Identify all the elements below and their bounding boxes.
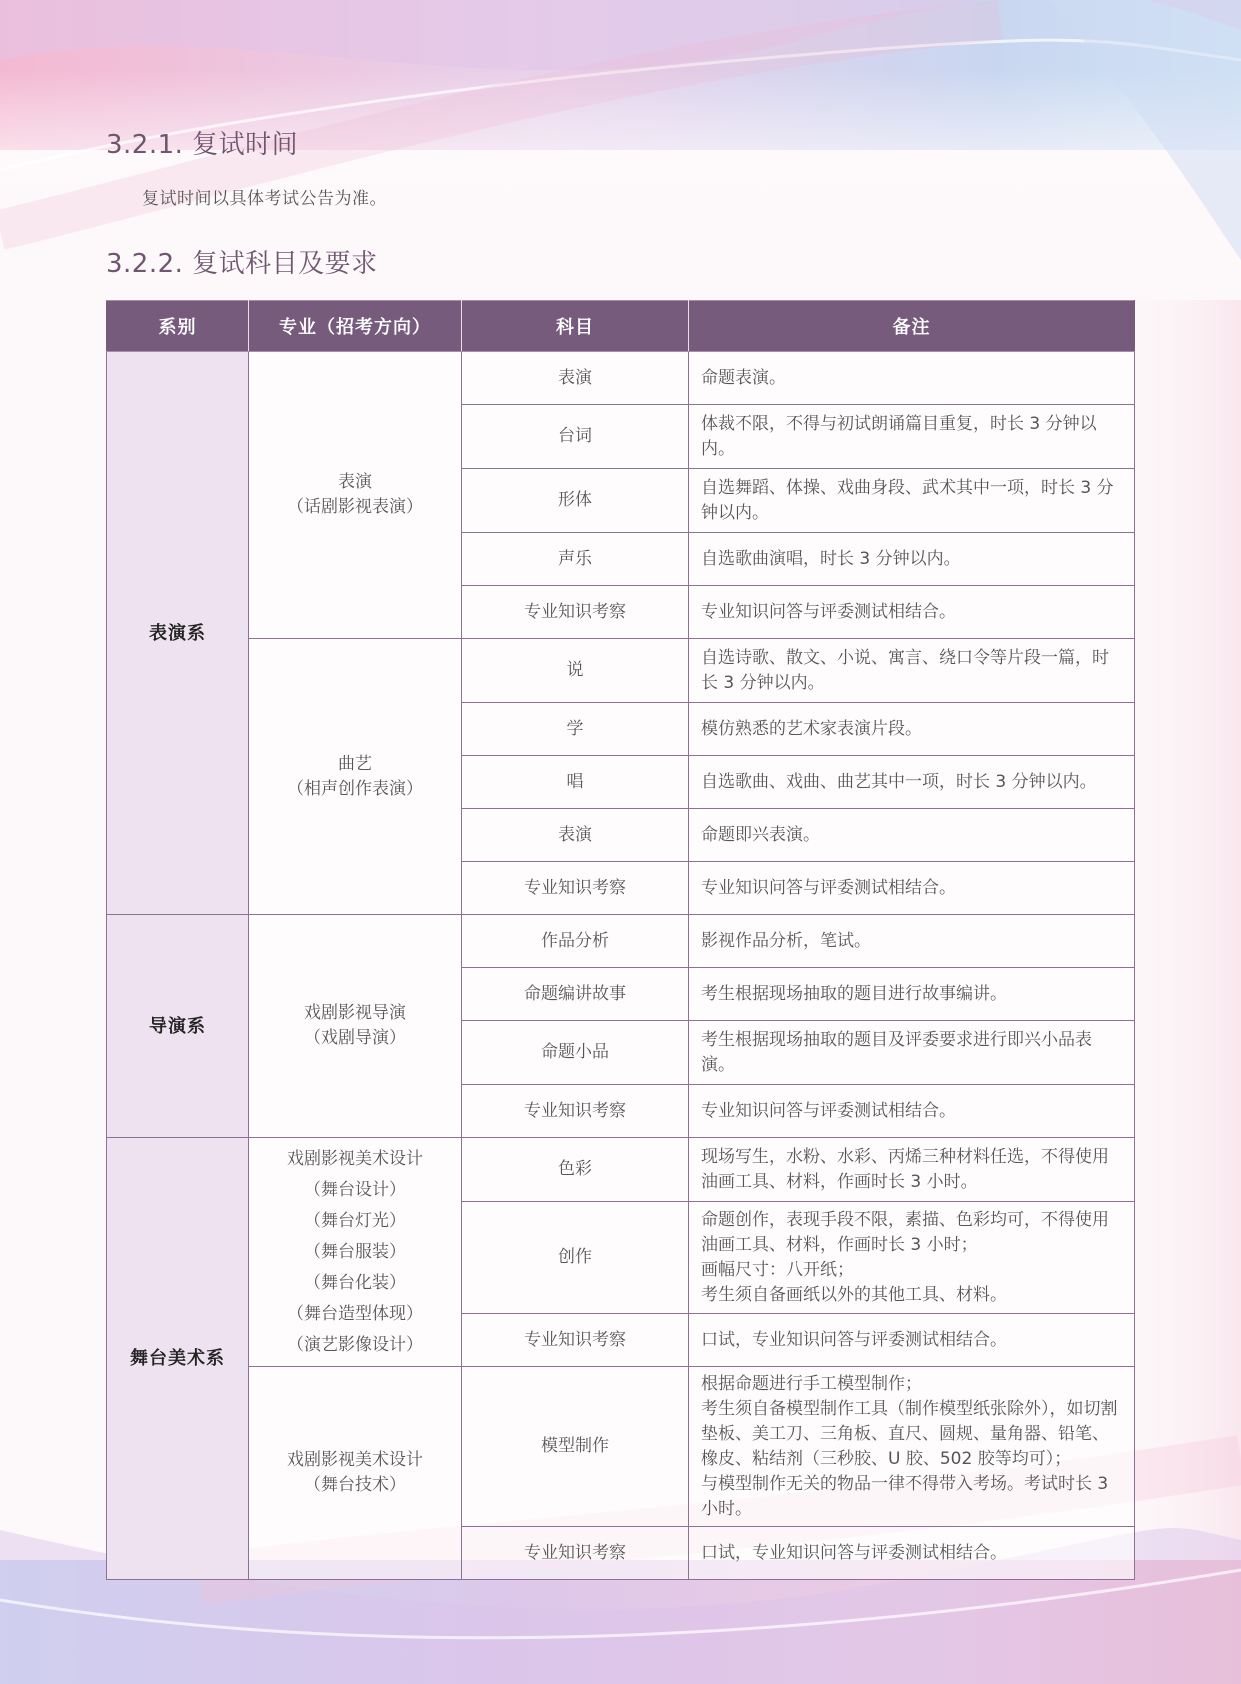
subject-cell: 台词 bbox=[462, 405, 689, 469]
department-cell: 导演系 bbox=[107, 915, 249, 1138]
section-body-retest-time: 复试时间以具体考试公告为准。 bbox=[142, 189, 387, 209]
note-cell: 命题即兴表演。 bbox=[689, 809, 1135, 862]
note-cell: 命题创作，表现手段不限，素描、色彩均可，不得使用油画工具、材料，作画时长 3 小时； 画幅尺寸：八开纸； 考生须自备画纸以外的其他工具、材料。 bbox=[689, 1202, 1135, 1314]
table-header-row bbox=[107, 301, 1135, 352]
major-cell: 戏剧影视美术设计 （舞台设计） （舞台灯光） （舞台服装） （舞台化装） （舞台造型体现） （演艺影像设计） bbox=[249, 1138, 462, 1367]
table-row bbox=[107, 352, 1135, 405]
subject-cell: 色彩 bbox=[462, 1138, 689, 1202]
note-cell: 根据命题进行手工模型制作； 考生须自备模型制作工具（制作模型纸张除外），如切割垫板、美工刀、三角板、直尺、圆规、量角器、铅笔、橡皮、粘结剂（三秒胶、U 胶、502 胶等均可）； 与模型制作无关的物品一律不得带入考场。考试时长 3 小时。 bbox=[689, 1367, 1135, 1527]
subject-cell: 说 bbox=[462, 639, 689, 703]
table-row bbox=[107, 1138, 1135, 1202]
subject-cell: 专业知识考察 bbox=[462, 862, 689, 915]
note-cell: 考生根据现场抽取的题目及评委要求进行即兴小品表演。 bbox=[689, 1021, 1135, 1085]
column-header-subject: 科目 bbox=[462, 301, 689, 352]
major-cell: 曲艺 （相声创作表演） bbox=[249, 639, 462, 915]
note-cell: 自选歌曲、戏曲、曲艺其中一项，时长 3 分钟以内。 bbox=[689, 756, 1135, 809]
department-cell: 舞台美术系 bbox=[107, 1138, 249, 1580]
subject-cell: 作品分析 bbox=[462, 915, 689, 968]
retest-subjects-table bbox=[106, 300, 1135, 1580]
subject-cell: 专业知识考察 bbox=[462, 1527, 689, 1580]
subject-cell: 创作 bbox=[462, 1202, 689, 1314]
note-cell: 口试，专业知识问答与评委测试相结合。 bbox=[689, 1527, 1135, 1580]
subject-cell: 专业知识考察 bbox=[462, 1314, 689, 1367]
subject-cell: 命题小品 bbox=[462, 1021, 689, 1085]
subject-cell: 形体 bbox=[462, 469, 689, 533]
table-row bbox=[107, 1367, 1135, 1527]
subject-cell: 表演 bbox=[462, 352, 689, 405]
subject-cell: 声乐 bbox=[462, 533, 689, 586]
note-cell: 影视作品分析，笔试。 bbox=[689, 915, 1135, 968]
note-cell: 考生根据现场抽取的题目进行故事编讲。 bbox=[689, 968, 1135, 1021]
note-cell: 自选诗歌、散文、小说、寓言、绕口令等片段一篇，时长 3 分钟以内。 bbox=[689, 639, 1135, 703]
section-heading-retest-subjects: 3.2.2. 复试科目及要求 bbox=[106, 249, 378, 279]
column-header-notes: 备注 bbox=[689, 301, 1135, 352]
major-cell: 戏剧影视导演 （戏剧导演） bbox=[249, 915, 462, 1138]
subject-cell: 唱 bbox=[462, 756, 689, 809]
subject-cell: 学 bbox=[462, 703, 689, 756]
note-cell: 模仿熟悉的艺术家表演片段。 bbox=[689, 703, 1135, 756]
department-cell: 表演系 bbox=[107, 352, 249, 915]
section-heading-retest-time: 3.2.1. 复试时间 bbox=[106, 130, 299, 160]
note-cell: 专业知识问答与评委测试相结合。 bbox=[689, 586, 1135, 639]
subject-cell: 专业知识考察 bbox=[462, 586, 689, 639]
subject-cell: 表演 bbox=[462, 809, 689, 862]
note-cell: 专业知识问答与评委测试相结合。 bbox=[689, 1085, 1135, 1138]
major-cell: 表演 （话剧影视表演） bbox=[249, 352, 462, 639]
note-cell: 专业知识问答与评委测试相结合。 bbox=[689, 862, 1135, 915]
subject-cell: 模型制作 bbox=[462, 1367, 689, 1527]
major-cell: 戏剧影视美术设计 （舞台技术） bbox=[249, 1367, 462, 1580]
column-header-department: 系别 bbox=[107, 301, 249, 352]
note-cell: 体裁不限，不得与初试朗诵篇目重复，时长 3 分钟以内。 bbox=[689, 405, 1135, 469]
column-header-major: 专业（招考方向） bbox=[249, 301, 462, 352]
subject-cell: 专业知识考察 bbox=[462, 1085, 689, 1138]
subject-cell: 命题编讲故事 bbox=[462, 968, 689, 1021]
note-cell: 现场写生，水粉、水彩、丙烯三种材料任选，不得使用油画工具、材料，作画时长 3 小时。 bbox=[689, 1138, 1135, 1202]
table-row bbox=[107, 639, 1135, 703]
note-cell: 口试，专业知识问答与评委测试相结合。 bbox=[689, 1314, 1135, 1367]
note-cell: 自选舞蹈、体操、戏曲身段、武术其中一项，时长 3 分钟以内。 bbox=[689, 469, 1135, 533]
note-cell: 命题表演。 bbox=[689, 352, 1135, 405]
table-row bbox=[107, 915, 1135, 968]
note-cell: 自选歌曲演唱，时长 3 分钟以内。 bbox=[689, 533, 1135, 586]
